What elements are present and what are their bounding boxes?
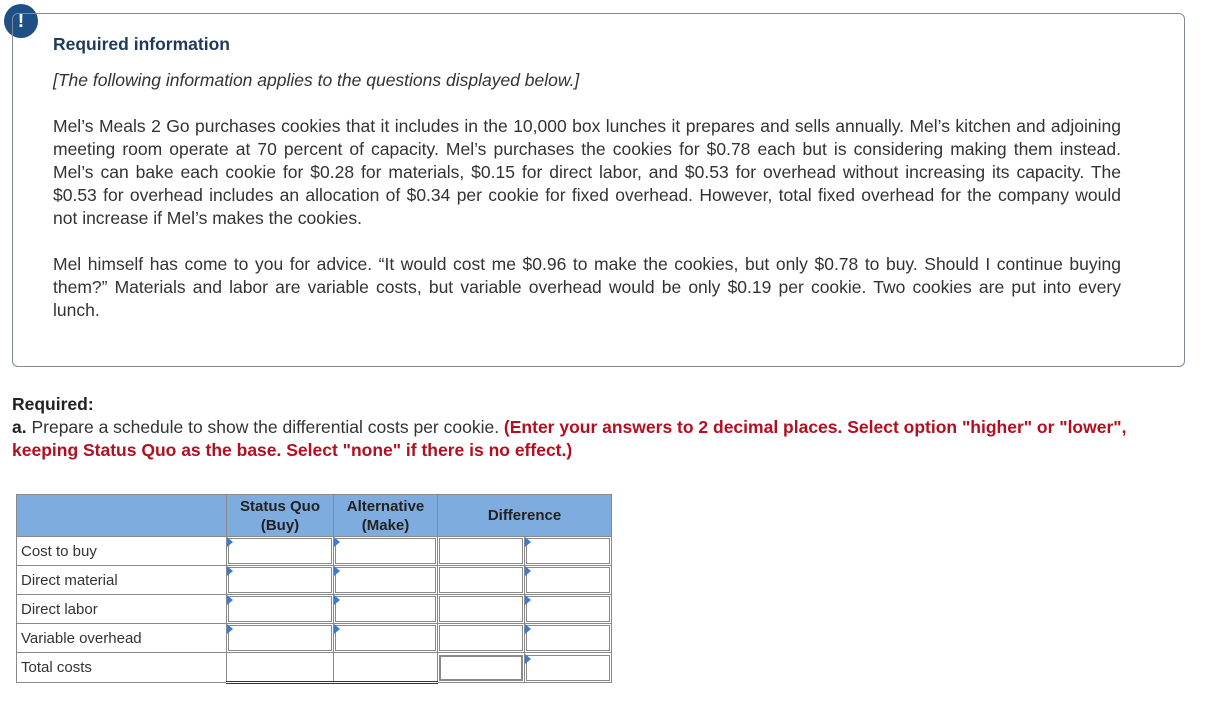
alert-icon: ! — [4, 4, 38, 38]
input-marker-icon — [334, 537, 340, 547]
header-status-quo — [227, 495, 334, 537]
header-alternative-label: Alternative — [346, 497, 425, 515]
total-alternative-value — [334, 653, 437, 681]
status-quo-input[interactable] — [228, 596, 332, 622]
row-label: Variable overhead — [17, 624, 227, 653]
difference-input[interactable] — [439, 625, 523, 651]
header-status-quo-label: Status Quo — [239, 497, 320, 515]
differential-cost-schedule — [16, 494, 612, 684]
header-status-quo-sub: (Buy) — [260, 516, 300, 534]
info-subtitle: [The following information applies to the questions displayed below.] — [53, 70, 580, 90]
effect-select[interactable] — [526, 625, 610, 651]
row-label: Direct labor — [17, 595, 227, 624]
dropdown-marker-icon — [525, 654, 531, 664]
row-label: Direct material — [17, 566, 227, 595]
difference-input[interactable] — [439, 538, 523, 564]
input-marker-icon — [334, 595, 340, 605]
total-effect-select[interactable] — [526, 655, 610, 681]
input-marker-icon — [227, 566, 233, 576]
info-paragraph-1: Mel’s Meals 2 Go purchases cookies that it includes in the 10,000 box lunches it prepares and sells annually. Mel’s kitchen and adjoining meeting room operate at 70 percent of capacity. Mel’s purchases the cookies for $0.78 each but is considering making them instead. Mel’s can bake each cookie for $0.28 for materials, $0.15 for direct labor, and $0.53 for overhead without increasing its capacity. The $0.53 for overhead includes an allocation of $0.34 per cookie for fixed overhead. However, total fixed overhead for the company would not increase if Mel’s makes the cookies. — [53, 116, 1121, 228]
status-quo-input[interactable] — [228, 625, 332, 651]
table-row-total — [17, 653, 612, 683]
header-alternative — [334, 495, 438, 537]
total-difference-input[interactable] — [439, 655, 523, 681]
header-alternative-sub: (Make) — [361, 516, 410, 534]
required-part-a — [12, 416, 1182, 462]
row-label: Cost to buy — [17, 537, 227, 566]
header-difference: Difference — [438, 495, 612, 537]
table-row — [17, 537, 612, 566]
part-letter: a. — [12, 417, 27, 437]
dropdown-marker-icon — [525, 537, 531, 547]
input-marker-icon — [227, 537, 233, 547]
required-heading: Required: — [12, 394, 94, 414]
difference-input[interactable] — [439, 567, 523, 593]
table-row — [17, 595, 612, 624]
effect-select[interactable] — [526, 567, 610, 593]
status-quo-input[interactable] — [228, 567, 332, 593]
effect-select[interactable] — [526, 596, 610, 622]
alternative-input[interactable] — [335, 596, 436, 622]
table-row — [17, 624, 612, 653]
difference-input[interactable] — [439, 596, 523, 622]
alternative-input[interactable] — [335, 567, 436, 593]
input-marker-icon — [334, 566, 340, 576]
part-instructions: (Enter your answers to 2 decimal places. Select option "higher" or "lower", keeping Status Quo as the base. Select "none" if there is no effect.) — [12, 417, 1127, 460]
table-row — [17, 566, 612, 595]
status-quo-input[interactable] — [228, 538, 332, 564]
total-status-quo-value — [227, 653, 333, 681]
info-paragraph-2: Mel himself has come to you for advice. “It would cost me $0.96 to make the cookies, but only $0.78 to buy. Should I continue buying them?” Materials and labor are variable costs, but variable overhead would be only $0.19 per cookie. Two cookies are put into every lunch. — [53, 254, 1121, 320]
dropdown-marker-icon — [525, 595, 531, 605]
dropdown-marker-icon — [525, 624, 531, 634]
alternative-input[interactable] — [335, 538, 436, 564]
input-marker-icon — [334, 624, 340, 634]
input-marker-icon — [227, 595, 233, 605]
alternative-input[interactable] — [335, 625, 436, 651]
effect-select[interactable] — [526, 538, 610, 564]
dropdown-marker-icon — [525, 566, 531, 576]
row-label: Total costs — [17, 653, 227, 683]
info-title: Required information — [53, 34, 230, 54]
input-marker-icon — [227, 624, 233, 634]
part-text: Prepare a schedule to show the differential costs per cookie. — [26, 417, 504, 437]
header-blank — [17, 495, 227, 537]
